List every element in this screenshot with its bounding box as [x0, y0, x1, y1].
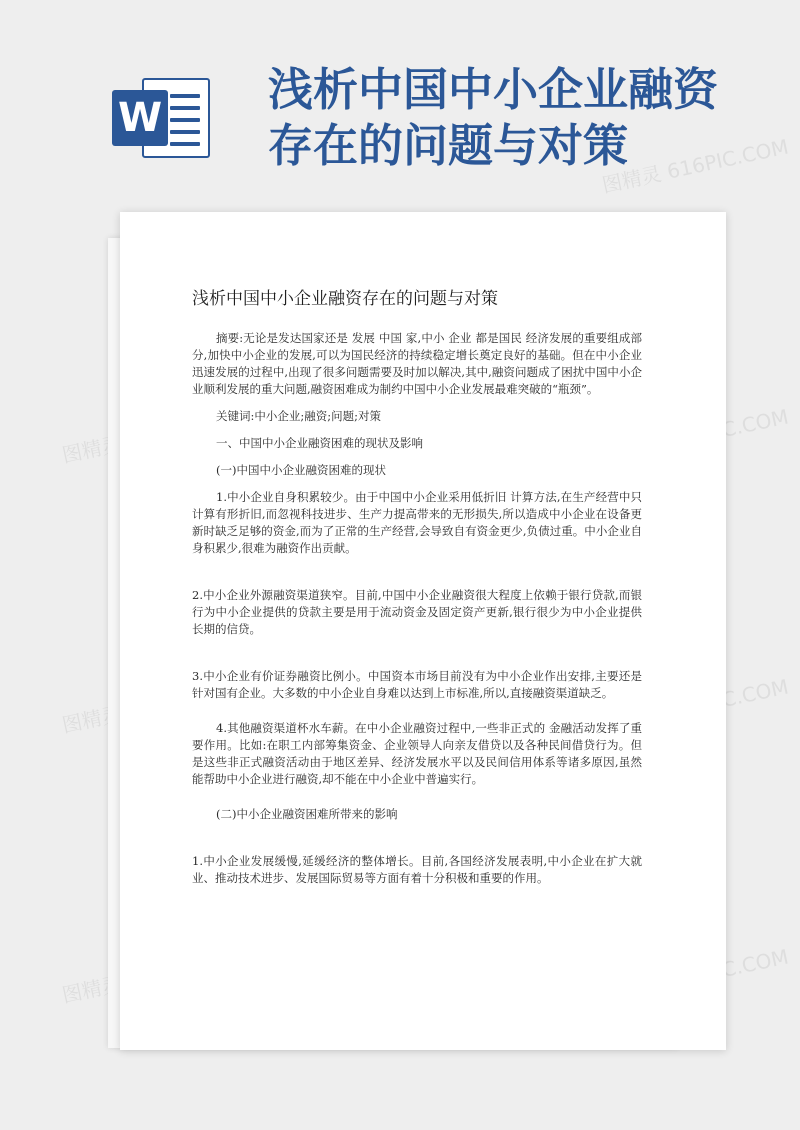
page-title: [268, 62, 738, 174]
watermark: 616PIC.COM: [664, 944, 791, 994]
watermark: 图精灵 616PIC.COM: [599, 134, 791, 198]
list-item: 3.中小企业有价证券融资比例小。中国资本市场目前没有为中小企业作出安排,主要还是针对国有企业。大多数的中小企业自身难以达到上市标准,所以,直接融资渠道缺乏。: [192, 669, 642, 700]
document-title: 浅析中国中小企业融资存在的问题与对策: [192, 289, 498, 309]
list-item: 2.中小企业外源融资渠道狭窄。目前,中国中小企业融资很大程度上依赖于银行贷款,而银行为中小企业提供的贷款主要是用于流动资金及固定资产更新,银行很少为中小企业提供长期的信贷。: [192, 588, 642, 636]
list-item: 1.中小企业发展缓慢,延缓经济的整体增长。目前,各国经济发展表明,中小企业在扩大就业、推动技术进步、发展国际贸易等方面有着十分积极和重要的作用。: [192, 854, 642, 885]
list-item: 4.其他融资渠道杯水车薪。在中小企业融资过程中,一些非正式的 金融活动发挥了重要作用。比如:在职工内部筹集资金、企业领导人向亲友借贷以及各种民间借贷行为。但是这些非正式融资活动由于地区差异、经济发展水平以及民间信用体系等诸多原因,虽然能帮助中小企业进行融资,却不能在中小企业中普遍实行。: [192, 721, 642, 786]
keywords-paragraph: 关键词:中小企业;融资;问题;对策: [216, 409, 381, 423]
section-heading: 一、中国中小企业融资困难的现状及影响: [216, 436, 423, 450]
watermark: 616PIC.COM: [664, 674, 791, 724]
document-page: [120, 212, 726, 1050]
subsection-heading: (二)中小企业融资困难所带来的影响: [216, 807, 398, 821]
list-item: 1.中小企业自身积累较少。由于中国中小企业采用低折旧 计算方法,在生产经营中只计算有形折旧,而忽视科技进步、生产力提高带来的无形损失,所以造成中小企业在设备更新时缺乏足够的资金,而为了正常的生产经营,会导致自有资金更少,负债过重。中小企业自身积累少,很难为融资作出贡献。: [192, 490, 642, 555]
abstract-paragraph: 摘要:无论是发达国家还是 发展 中国 家,中小 企业 都是国民 经济发展的重要组成部分,加快中小企业的发展,可以为国民经济的持续稳定增长奠定良好的基础。但在中小企业迅速发展的过程中,出现了很多问题需要及时加以解决,其中,融资问题成了困扰中国中小企业顺利发展的重大问题,融资困难成为制约中国中小企业发展最难突破的“瓶颈”。: [192, 331, 642, 396]
word-logo-letter: W: [112, 90, 168, 146]
page-title-line1: 浅析中国中小企业融资: [268, 63, 719, 116]
watermark: 616PIC.COM: [664, 404, 791, 454]
page-title-line2: 存在的问题与对策: [268, 119, 629, 172]
watermark: 图精灵: [59, 971, 124, 1008]
subsection-heading: (一)中国中小企业融资困难的现状: [216, 463, 386, 477]
word-document-icon: [112, 78, 212, 158]
watermark: 图精灵: [59, 701, 124, 738]
watermark: 图精灵: [59, 431, 124, 468]
document-body: [192, 288, 642, 887]
